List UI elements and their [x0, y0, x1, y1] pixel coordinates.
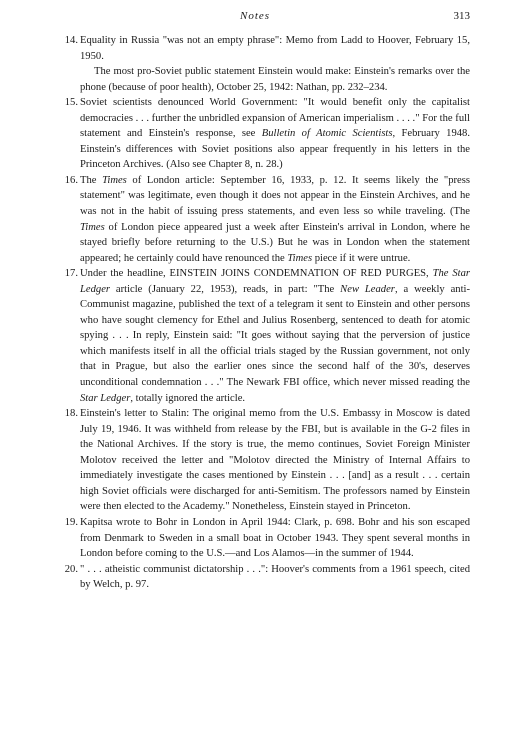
note-text: Soviet scientists denounced World Government: "It would benefit only the capitalist democracies . . . further the unbridled expansion of American imperialism . . . ." For the full statement and Einstein's response, see: [80, 97, 470, 140]
note-text: , February 1948. Einstein's differences with Soviet positions also appear frequently in his letters in the Princeton Archives. (Also see Chapter 8, n. 28.): [80, 128, 470, 171]
note-item: [60, 406, 470, 515]
note-number: 14 .: [60, 33, 78, 49]
running-head-title: Notes: [240, 10, 271, 22]
note-paragraph: [80, 64, 470, 95]
note-text: The: [80, 174, 103, 186]
note-text: of London piece appeared just a week after Einstein's arrival in London, where he stayed briefly before returning to the U.S.) But he was in London when the statement appeared; he certainly could have renounced the: [80, 221, 470, 264]
note-text: , a weekly anti-Communist magazine, published the text of a telegram it sent to Einstein and other persons who have sought clemency for Ethel and Julius Rosenberg, sentenced to death for atomic spying . . . In reply, Einstein said: "It goes without saying that the perversion of justice which manifests itself in all the official trials staged by the Russian government, not only that in Prague, but also the earlier ones since the second half of the 30's, deserves unconditional condemnation . . ." The Newark FBI office, which never missed reading the: [80, 283, 471, 389]
note-item: [60, 562, 470, 593]
running-head: [60, 10, 470, 26]
note-paragraph: [80, 562, 470, 593]
note-item: [60, 515, 470, 562]
note-number: 19 .: [60, 515, 78, 531]
note-text: , totally ignored the article.: [130, 392, 246, 404]
note-text: Equality in Russia "was not an empty phrase": Memo from Ladd to Hoover, February 15, 1950.: [80, 35, 470, 62]
note-paragraph: [80, 95, 470, 173]
note-item: [60, 95, 470, 173]
note-item: [60, 173, 470, 266]
note-item: [60, 33, 470, 95]
italic-title: New Leader: [340, 283, 395, 295]
note-text: Under the headline, EINSTEIN JOINS CONDEMNATION OF RED PURGES,: [80, 268, 433, 280]
note-number: 15 .: [60, 95, 78, 111]
italic-title: Star Ledger: [80, 392, 131, 404]
note-number: 17 .: [60, 266, 78, 282]
note-text: Einstein's letter to Stalin: The original memo from the U.S. Embassy in Moscow is dated July 19, 1946. It was withheld from release by the FBI, but is available in the G-2 files in the National Archives. If the story is true, the memo continues, Soviet Foreign Minister Molotov received the letter and "Molotov directed the Ministry of Internal Affairs to immediately investigate the cases mentioned by Einstein . . . [and] as a result . . . certain high Soviet officials were discharged for anti-Semitism. The professors named by Einstein were then elected to the Academy." Nonetheless, Einstein stayed in Princeton.: [80, 408, 470, 513]
italic-title: Times: [102, 174, 127, 186]
italic-title: Times: [80, 221, 105, 233]
note-item: [60, 266, 470, 406]
note-text: The most pro-Soviet public statement Einstein would make: Einstein's remarks over the phone (because of poor health), October 25, 1942: Nathan, pp. 232–234.: [80, 66, 470, 93]
note-text: Kapitsa wrote to Bohr in London in April 1944: Clark, p. 698. Bohr and his son escaped from Denmark to Sweden in a small boat in October 1943. They spent several months in London before coming to the U.S.—and Los Alamos—in the summer of 1944.: [80, 516, 470, 560]
note-number: 18 .: [60, 406, 78, 422]
note-paragraph: [80, 33, 470, 64]
note-number: 16 .: [60, 173, 78, 189]
italic-title: The Star Ledger: [80, 268, 470, 295]
note-paragraph: [80, 515, 470, 562]
note-paragraph: [80, 406, 470, 515]
italic-title: Bulletin of Atomic Scientists: [261, 128, 393, 140]
note-paragraph: [80, 173, 470, 266]
notes-list: [60, 33, 470, 593]
note-text: of London article: September 16, 1933, p. 12. It seems likely the "press statement" was legitimate, even though it does not appear in the Einstein Archives, and he was not in the habit of issuing press statements, and even less so while traveling. (The: [80, 174, 470, 218]
note-text: article (January 22, 1953), reads, in part: "The: [110, 283, 341, 295]
italic-title: Times: [287, 252, 313, 264]
page-number: 313: [453, 10, 470, 22]
note-text: " . . . atheistic communist dictatorship . . .": Hoover's comments from a 1961 speech, cited by Welch, p. 97.: [80, 563, 470, 591]
note-paragraph: [80, 266, 470, 406]
note-number: 20 .: [60, 562, 78, 578]
note-text: piece if it were untrue.: [312, 252, 411, 264]
